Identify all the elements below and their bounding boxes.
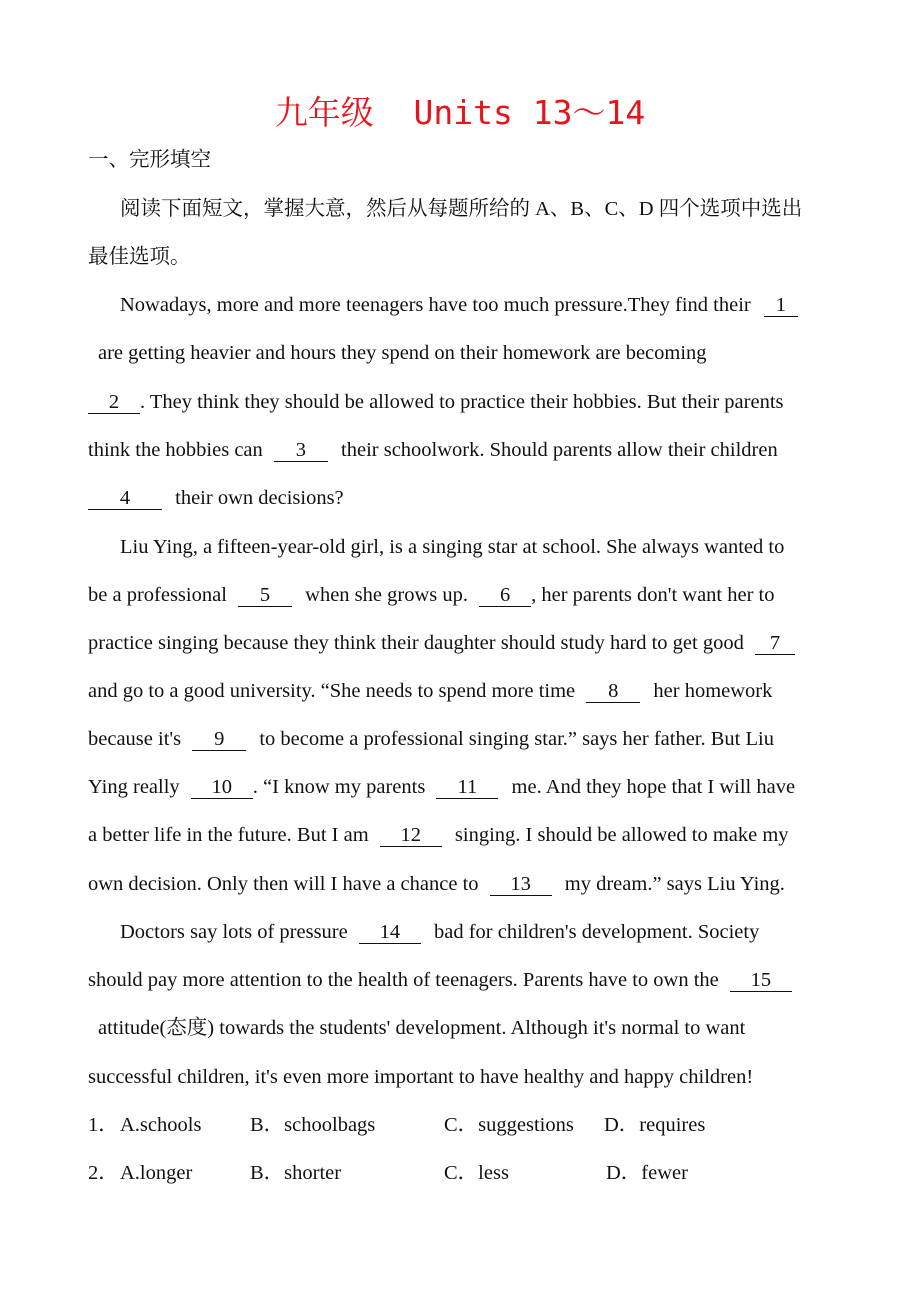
blank-10: 10 (191, 777, 253, 799)
blank-3: 3 (274, 440, 328, 462)
passage-text: be a professional (88, 584, 227, 606)
passage-text: to become a professional singing star.” says her father. But Liu (259, 728, 774, 750)
passage-line: are getting heavier and hours they spend on their homework are becoming (98, 342, 707, 364)
passage-line (88, 483, 344, 513)
passage-line (88, 724, 774, 754)
passage-text: when she grows up. (305, 584, 468, 606)
passage-text: her homework (653, 680, 773, 702)
blank-11: 11 (436, 777, 498, 799)
blank-9: 9 (192, 729, 246, 751)
blank-14: 14 (359, 922, 421, 944)
passage-text: Ying really (88, 776, 180, 798)
instructions-line-1: 阅读下面短文，掌握大意，然后从每题所给的 A、B、C、D 四个选项中选出 (120, 198, 803, 220)
passage-text: their schoolwork. Should parents allow their children (341, 439, 778, 461)
passage-line (88, 435, 778, 465)
section-heading: 一、完形填空 (88, 149, 211, 171)
question-number: 2． (88, 1162, 119, 1184)
blank-7: 7 (755, 633, 795, 655)
passage-line (88, 676, 772, 706)
passage-line (88, 965, 792, 995)
passage-text: my dream.” says Liu Ying. (564, 873, 785, 895)
passage-line: Liu Ying, a fifteen-year-old girl, is a singing star at school. She always wanted to (120, 536, 785, 558)
passage-text: Nowadays, more and more teenagers have too much pressure.They find their (120, 294, 751, 316)
blank-8: 8 (586, 681, 640, 703)
option-b: B．shorter (250, 1162, 342, 1184)
option-d: D．fewer (606, 1162, 688, 1184)
passage-text: . “I know my parents (252, 776, 426, 798)
passage-line (88, 772, 795, 802)
passage-text: think the hobbies can (88, 439, 263, 461)
passage-line (88, 820, 789, 850)
blank-15: 15 (730, 970, 792, 992)
passage-text: their own decisions? (175, 487, 344, 509)
passage-text: singing. I should be allowed to make my (454, 824, 789, 846)
option-a: A.longer (120, 1162, 193, 1184)
passage-text: should pay more attention to the health of teenagers. Parents have to own the (88, 969, 719, 991)
passage-line: attitude(态度) towards the students' development. Although it's normal to want (98, 1017, 746, 1039)
blank-4: 4 (88, 488, 162, 510)
option-b: B．schoolbags (250, 1114, 376, 1136)
passage-text: Doctors say lots of pressure (120, 921, 348, 943)
option-d: D．requires (604, 1114, 706, 1136)
blank-6: 6 (479, 585, 531, 607)
passage-text: and go to a good university. “She needs to spend more time (88, 680, 576, 702)
passage-text: because it's (88, 728, 182, 750)
passage-text: me. And they hope that I will have (511, 776, 796, 798)
passage-line: successful children, it's even more important to have healthy and happy children! (88, 1066, 754, 1088)
blank-5: 5 (238, 585, 292, 607)
question-number: 1． (88, 1114, 119, 1136)
passage-text: . They think they should be allowed to practice their hobbies. But their parents (140, 391, 784, 413)
passage-text: own decision. Only then will I have a chance to (88, 873, 479, 895)
page-title: 九年级 Units 13～14 (274, 93, 646, 132)
passage-line (88, 580, 774, 610)
passage-text: , her parents don't want her to (531, 584, 775, 606)
blank-13: 13 (490, 874, 552, 896)
passage-text: practice singing because they think their daughter should study hard to get good (88, 632, 744, 654)
passage-line (88, 869, 785, 899)
passage-line (88, 628, 795, 658)
passage-line (88, 387, 784, 417)
passage-text: a better life in the future. But I am (88, 824, 369, 846)
passage-line (120, 290, 798, 320)
passage-line (120, 917, 759, 947)
option-c: C．suggestions (444, 1114, 574, 1136)
passage-text: bad for children's development. Society (433, 921, 760, 943)
option-c: C．less (444, 1162, 509, 1184)
blank-2: 2 (88, 392, 140, 414)
blank-12: 12 (380, 825, 442, 847)
instructions-line-2: 最佳选项。 (88, 246, 191, 268)
option-a: A.schools (120, 1114, 202, 1136)
blank-1: 1 (764, 295, 798, 317)
